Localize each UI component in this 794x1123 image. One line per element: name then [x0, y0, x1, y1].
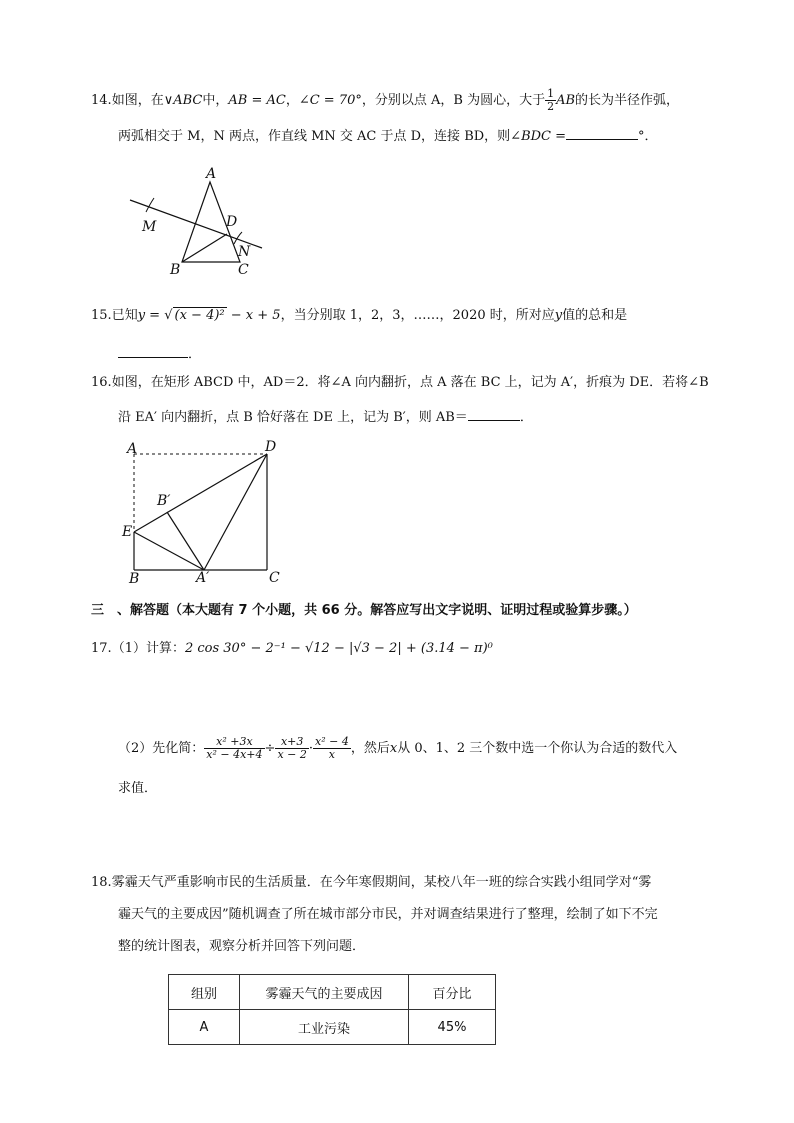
q15-line1: 15.已知y = √ (x − 4)² − x + 5，当分别取 1，2，3，……，2020 时，所对应y值的总和是 — [91, 308, 628, 323]
q17-number: 17. — [91, 641, 112, 656]
answer-blank[interactable] — [566, 125, 638, 140]
q16-line1: 16.如图，在矩形 ABCD 中，AD＝2．将∠A 向内翻折，点 A 落在 BC 上，记为 A′，折痕为 DE．若将∠B — [91, 375, 709, 390]
q18-line3: 整的统计图表，观察分析并回答下列问题． — [118, 939, 366, 954]
q18-number: 18. — [91, 875, 112, 890]
fraction-half: $\frac{1}{2}$ — [547, 87, 555, 113]
label-A-prime: A′ — [196, 570, 210, 586]
q14-line2: 两弧相交于 M，N 两点，作直线 MN 交 AC 于点 D，连接 BD，则∠BDC = °． — [118, 125, 658, 146]
q15-line2: ． — [118, 343, 201, 364]
label-B: B — [170, 262, 181, 278]
label-C: C — [238, 262, 249, 278]
cell-cause: 工业污染 — [240, 1010, 409, 1045]
fraction-1: $\frac{\text{x² +3x}}{\text{x² − 4x+4}}$ — [206, 735, 263, 761]
sqrt-symbol: √ — [164, 308, 173, 323]
label-B-prime: B′ — [157, 493, 171, 509]
fraction-3: $\frac{\text{x² − 4}}{x}$ — [315, 735, 349, 761]
header-cause: 雾霾天气的主要成因 — [240, 975, 409, 1010]
label-D: D — [265, 439, 277, 455]
q14-figure — [120, 160, 280, 280]
fraction-2: $\frac{x+3}{x - 2}$ — [277, 735, 307, 761]
section-heading: 三 、解答题（本大题有 7 个小题，共 66 分。解答应写出文字说明、证明过程或验算步骤。） — [91, 603, 637, 618]
table-row — [169, 1010, 496, 1045]
header-group: 组别 — [169, 975, 240, 1010]
label-E: E — [122, 524, 133, 540]
q17-part2-line2: 求值． — [118, 781, 158, 796]
q17-part1: 17.（1）计算：2 cos 30° − 2⁻¹ − √12 − |√3 − 2| + (3.14 − π)⁰ — [91, 641, 493, 656]
table-header-row — [169, 975, 496, 1010]
q16-line2: 沿 EA′ 向内翻折，点 B 恰好落在 DE 上，记为 B′，则 AB＝ ． — [118, 406, 533, 427]
label-N: N — [238, 244, 251, 260]
header-percent: 百分比 — [409, 975, 496, 1010]
label-A: A — [127, 441, 138, 457]
label-A: A — [206, 166, 217, 182]
q18-line2: 霾天气的主要成因”随机调查了所在城市部分市民，并对调查结果进行了整理，绘制了如下不完 — [118, 907, 658, 922]
q15-number: 15. — [91, 308, 112, 323]
label-M: M — [142, 219, 157, 235]
q14-line1: 14.如图，在∨ABC中，AB = AC，∠C = 70°，分别以点 A，B 为圆心，大于 $\frac{1}{2}$ AB的长为半径作弧， — [91, 87, 680, 113]
label-B: B — [129, 571, 140, 586]
q14-number: 14. — [91, 93, 112, 108]
survey-table — [168, 974, 496, 1045]
q18-line1: 18.雾霾天气严重影响市民的生活质量．在今年寒假期间，某校八年一班的综合实践小组同学对“雾 — [91, 875, 652, 890]
cell-percent: 45% — [409, 1010, 496, 1045]
answer-blank[interactable] — [468, 406, 520, 421]
answer-blank[interactable] — [118, 343, 188, 358]
q17-part2: （2）先化简： $\frac{\text{x² +3x}}{\text{x² − 4x+4}}$ ÷ $\frac{x+3}{x - 2}$ · $\frac{\text{x² − 4}}{x}$ ，然后x从 0、1、2 三个数中选一个你认为合适的数代入 — [118, 735, 678, 761]
label-C: C — [269, 570, 280, 586]
cell-group: A — [169, 1010, 240, 1045]
q16-number: 16. — [91, 375, 112, 390]
q16-figure — [115, 436, 295, 586]
label-D: D — [226, 214, 238, 230]
